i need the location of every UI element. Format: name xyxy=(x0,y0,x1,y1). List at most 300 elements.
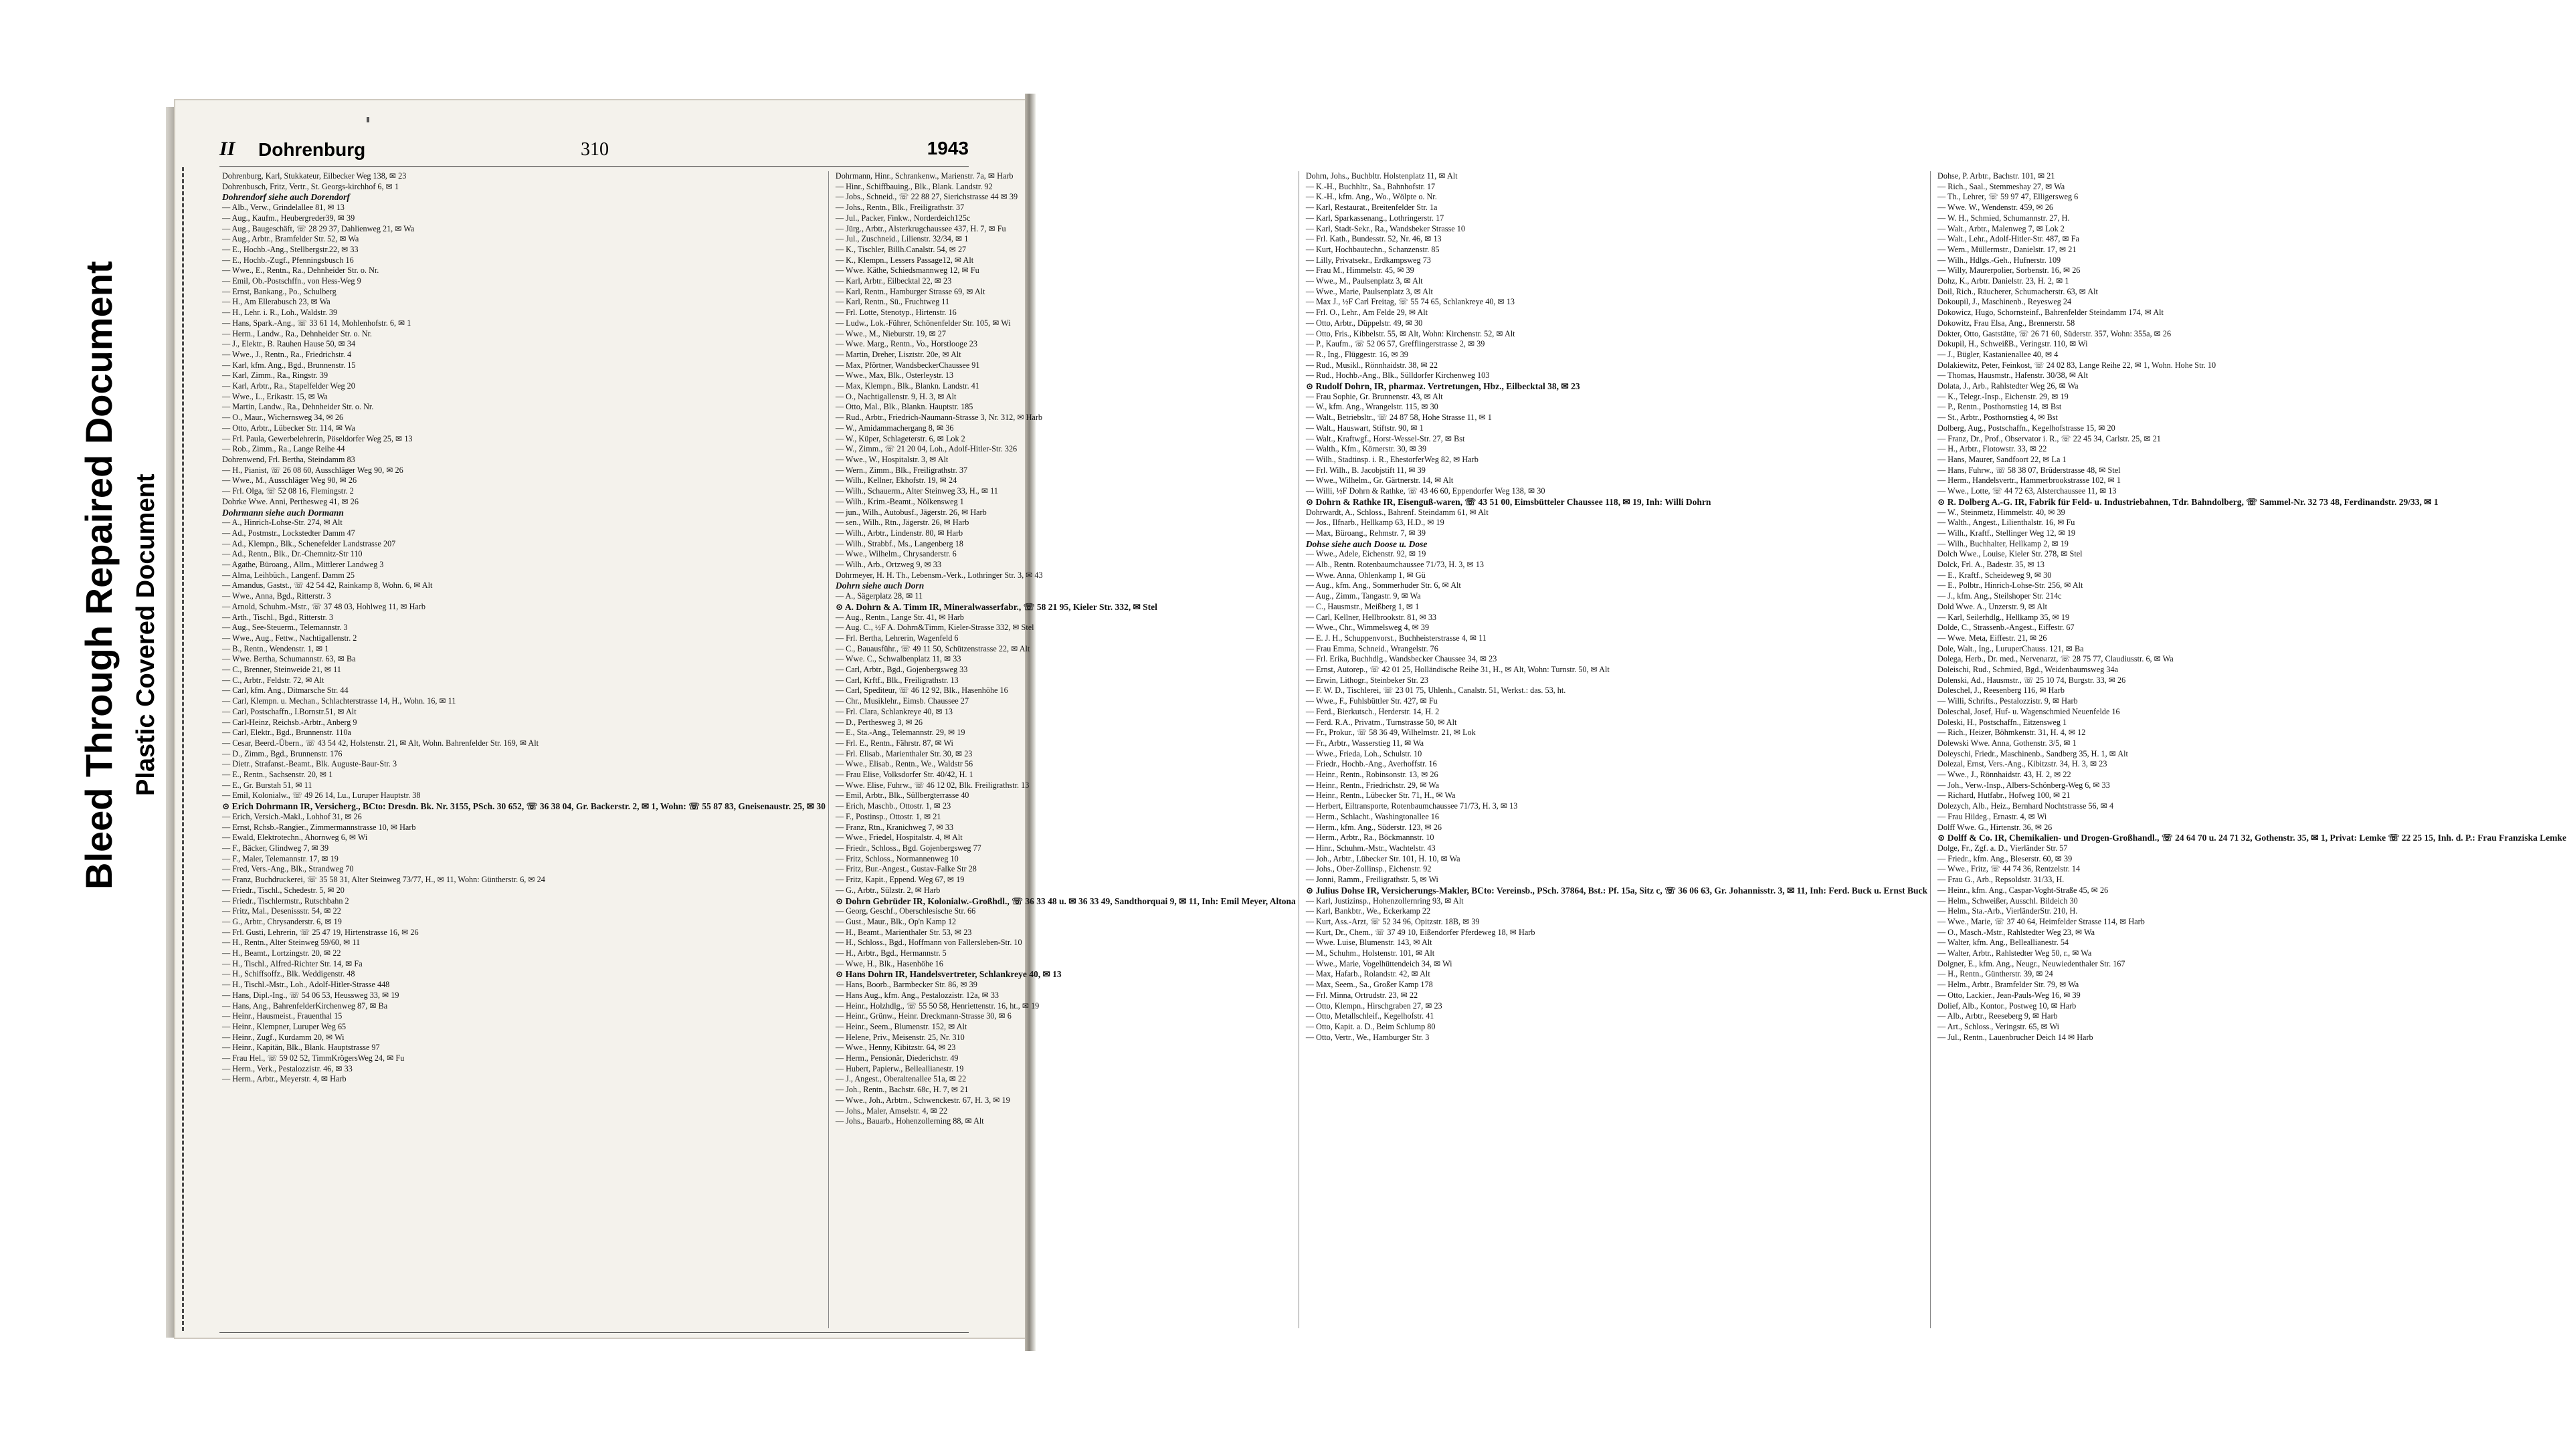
directory-entry: — Friedr., Tischlermstr., Rutschbahn 2 xyxy=(222,896,349,906)
directory-entry: — Emil, Ob.-Postschffn., von Hess-Weg 9 xyxy=(222,276,361,286)
directory-entry: ⊙ Julius Dohse IR, Versicherungs-Makler, BCto: Vereinsb., PSch. 37864, Bst.: Pf. 15a, Sitz c, ☏ 36 06 63, Gr. Johannisstr. 3, ✉ 11, Inh: Ferd. Buck u. Ernst Buck xyxy=(1305,885,1928,896)
directory-entry: — St., Arbtr., Posthornstieg 4, ✉ Bst xyxy=(1937,413,2058,423)
directory-entry: — Jul., Zuschneid., Lilienstr. 32/34, ✉ 1 xyxy=(835,234,969,244)
directory-entry: Doleschal, Josef, Huf- u. Wagenschmied Neuenfelde 16 xyxy=(1937,706,2120,716)
directory-entry: — Wwe., Fritz, ☏ 44 74 36, Rentzelstr. 14 xyxy=(1937,864,2081,874)
directory-entry: — Willi, ½F Dohrn & Rathke, ☏ 43 46 60, Eppendorfer Weg 138, ✉ 30 xyxy=(1305,486,1545,496)
directory-entry: — R., Ing., Flüggestr. 16, ✉ 39 xyxy=(1305,349,1408,359)
directory-entry: — Willy, Maurerpolier, Sorbenstr. 16, ✉ 26 xyxy=(1937,266,2081,276)
column-3 xyxy=(1303,171,1931,1328)
directory-entry: — Alb., Verw., Grindelallee 81, ✉ 13 xyxy=(222,203,345,213)
directory-entry: ⊙ Erich Dohrmann IR, Versicherg., BCto: Dresdn. Bk. Nr. 3155, PSch. 30 652, ☏ 36 38 04, Gr. Backerstr. 2, ✉ 1, Wohn: ☏ 55 87 83, Gneisenaustr. 25, ✉ 30 xyxy=(222,801,826,812)
directory-entry: — H., Arbtr., Flotowstr. 33, ✉ 22 xyxy=(1937,444,2047,454)
directory-entry: — Wwe., M., Paulsenplatz 3, ✉ Alt xyxy=(1305,276,1423,286)
directory-entry: — Ernst, Rchsb.-Rangier., Zimmermannstrasse 10, ✉ Harb xyxy=(222,822,416,832)
directory-entry: — Frl. Olga, ☏ 52 08 16, Flemingstr. 2 xyxy=(222,486,354,496)
directory-entry: — Wwe., Joh., Arbtrn., Schwenckestr. 67, H. 3, ✉ 19 xyxy=(835,1095,1010,1105)
directory-entry: — Frau Hel., ☏ 59 02 52, TimmKrögersWeg 24, ✉ Fu xyxy=(222,1053,405,1063)
directory-entry: ⊙ Dolff & Co. IR, Chemikalien- und Drogen-Großhandl., ☏ 24 64 70 u. 24 71 32, Gothenstr. 35, ✉ 1, Privat: Lemke ☏ 22 25 15, Inh. d. P.: Frau Franziska Lemke xyxy=(1937,833,2566,843)
directory-entry: — Max, Büroang., Rehmstr. 7, ✉ 39 xyxy=(1305,528,1426,538)
directory-entry: — Wwe. C., Schwalbenplatz 11, ✉ 33 xyxy=(835,654,961,664)
directory-entry: — Jul., Rentn., Lauenbrucher Deich 14 ✉ Harb xyxy=(1937,1032,2093,1042)
directory-entry: — Franz, Dr., Prof., Observator i. R., ☏ 22 45 34, Carlstr. 25, ✉ 21 xyxy=(1937,433,2161,443)
directory-entry: — Walt., Arbtr., Malenweg 7, ✉ Lok 2 xyxy=(1937,223,2065,233)
directory-entry: Doleschel, J., Reesenberg 116, ✉ Harb xyxy=(1937,686,2065,696)
directory-entry: Dokowitz, Frau Elsa, Ang., Brennerstr. 58 xyxy=(1937,318,2075,328)
column-1 xyxy=(219,171,829,1328)
directory-entry: — Walt., Kraftwgf., Horst-Wessel-Str. 27, ✉ Bst xyxy=(1305,433,1465,443)
directory-entry: — Wilh., Buchhalter, Hellkamp 2, ✉ 19 xyxy=(1937,538,2069,548)
directory-entry: — Friedr., Schloss., Bgd. Gojenbergsweg 77 xyxy=(835,843,981,853)
directory-entry: — jun., Wilh., Autobusf., Jägerstr. 26, ✉ Harb xyxy=(835,507,987,517)
directory-entry: — Wwe., Marie, Vogelhüttendeich 34, ✉ Wi xyxy=(1305,958,1452,968)
directory-entry: — H., Arbtr., Bgd., Hermannstr. 5 xyxy=(835,948,947,958)
directory-entry: — Wwe., Marie, ☏ 37 40 64, Heimfelder Strasse 114, ✉ Harb xyxy=(1937,916,2145,926)
directory-entry: — Aug., Zimm., Tangastr. 9, ✉ Wa xyxy=(1305,591,1421,601)
directory-entry: — Otto, Lackier., Jean-Pauls-Weg 16, ✉ 39 xyxy=(1937,990,2081,1000)
directory-entry: — Th., Lehrer, ☏ 59 97 47, Elligersweg 6 xyxy=(1937,192,2079,202)
directory-entry: — Franz, Rtn., Kranichweg 7, ✉ 33 xyxy=(835,822,953,832)
column-2 xyxy=(833,171,1299,1328)
directory-entry: — Rich., Heizer, Böhmkenstr. 31, H. 4, ✉ 12 xyxy=(1937,728,2086,738)
directory-entry: Dolakiewitz, Peter, Feinkost, ☏ 24 02 83, Lange Reihe 22, ✉ 1, Wohn. Hohe Str. 10 xyxy=(1937,360,2216,370)
directory-entry: — C., Hausmstr., Meißberg 1, ✉ 1 xyxy=(1305,601,1420,611)
footer-rule xyxy=(219,1332,969,1333)
directory-entry: — Otto, Arbtr., Düppelstr. 49, ✉ 30 xyxy=(1305,318,1423,328)
directory-entry: — Friedr., Tischl., Schedestr. 5, ✉ 20 xyxy=(222,885,345,895)
directory-entry: ⊙ Dohrn & Rathke IR, Eisenguß-waren, ☏ 43 51 00, Eimsbütteler Chaussee 118, ✉ 19, Inh: Willi Dohrn xyxy=(1305,496,1711,507)
directory-entry: — Frl. Wilh., B. Jacobjstift 11, ✉ 39 xyxy=(1305,465,1426,475)
directory-entry: — Max, Hafarb., Rolandstr. 42, ✉ Alt xyxy=(1305,969,1430,979)
directory-entry: — Max, Seem., Sa., Großer Kamp 178 xyxy=(1305,980,1433,990)
directory-entry: — Kurt, Ass.-Arzt, ☏ 52 34 96, Opitzstr. 18B, ✉ 39 xyxy=(1305,916,1480,926)
directory-entry: — Karl, Restaurat., Breitenfelder Str. 1a xyxy=(1305,203,1438,213)
directory-entry: Dolberg, Aug., Postschaffn., Kegelhofstrasse 15, ✉ 20 xyxy=(1937,423,2115,433)
directory-entry: — Wwe., J., Rönnhaidstr. 43, H. 2, ✉ 22 xyxy=(1937,770,2071,780)
directory-entry: — H., Schiffsoffz., Blk. Weddigenstr. 48 xyxy=(222,969,355,979)
directory-entry: — Helene, Priv., Meisenstr. 25, Nr. 310 xyxy=(835,1032,965,1042)
directory-entry: — Karl, Bankbtr., We., Eckerkamp 22 xyxy=(1305,906,1431,916)
directory-entry: — Ad., Rentn., Blk., Dr.-Chemnitz-Str 110 xyxy=(222,549,363,559)
directory-entry: — Wwe., Max, Blk., Osterleystr. 13 xyxy=(835,371,954,381)
directory-entry: — H., Pianist, ☏ 26 08 60, Ausschläger Weg 90, ✉ 26 xyxy=(222,465,403,475)
directory-entry: — P., Rentn., Posthornstieg 14, ✉ Bst xyxy=(1937,402,2062,412)
directory-entry: — Herm., Verk., Pestalozzistr. 46, ✉ 33 xyxy=(222,1063,353,1073)
directory-entry: — Dietr., Strafanst.-Beamt., Blk. Auguste-Baur-Str. 3 xyxy=(222,759,397,769)
directory-entry: — K., Telegr.-Insp., Eichenstr. 29, ✉ 19 xyxy=(1937,391,2069,401)
directory-entry: — Aug., See-Steuerm., Telemannstr. 3 xyxy=(222,623,348,633)
directory-entry: — E., Gr. Burstah 51, ✉ 11 xyxy=(222,780,312,790)
directory-entry: — W., Küper, Schlageterstr. 6, ✉ Lok 2 xyxy=(835,433,965,443)
directory-entry: — Wilh., Hdlgs.-Geh., Hufnerstr. 109 xyxy=(1937,255,2061,265)
directory-entry: — Carl, Kellner, Hellbrookstr. 81, ✉ 33 xyxy=(1305,612,1437,622)
directory-entry: — C., Brenner, Steinweide 21, ✉ 11 xyxy=(222,665,341,675)
directory-entry: — Walth., Angest., Lilienthalstr. 16, ✉ Fu xyxy=(1937,518,2075,528)
directory-entry: Dolenski, Ad., Hausmstr., ☏ 25 10 74, Burgstr. 33, ✉ 26 xyxy=(1937,675,2126,685)
directory-entry: Dolch Wwe., Louise, Kieler Str. 278, ✉ Stel xyxy=(1937,549,2083,559)
directory-entry: — Martin, Dreher, Lisztstr. 20e, ✉ Alt xyxy=(835,349,961,359)
directory-entry: — H., Beamt., Marienthaler Str. 53, ✉ 23 xyxy=(835,927,972,937)
directory-entry: — Heinr., Kapitän, Blk., Blank. Hauptstrasse 97 xyxy=(222,1043,380,1053)
directory-entry: — Wwe. Meta, Eiffestr. 21, ✉ 26 xyxy=(1937,633,2047,643)
directory-entry: — Wwe., Aug., Fettw., Nachtigallenstr. 2 xyxy=(222,633,357,643)
directory-entry: — Agathe, Büroang., Allm., Mittlerer Landweg 3 xyxy=(222,560,384,570)
directory-entry: — Fritz, Mal., Desenissstr. 54, ✉ 22 xyxy=(222,906,341,916)
directory-entry: — Heinr., Hausmeist., Frauenthal 15 xyxy=(222,1011,343,1021)
directory-entry: — Frl. Erika, Buchhdlg., Wandsbecker Chaussee 34, ✉ 23 xyxy=(1305,654,1497,664)
directory-entry: — Friedr., kfm. Ang., Bleserstr. 60, ✉ 39 xyxy=(1937,853,2073,863)
directory-entry: — Hans, Dipl.-Ing., ☏ 54 06 53, Heussweg 33, ✉ 19 xyxy=(222,990,399,1000)
directory-entry: — Hans Aug., kfm. Ang., Pestalozzistr. 12a, ✉ 33 xyxy=(835,990,1000,1000)
directory-entry: — K.-H., Buchhltr., Sa., Bahnhofstr. 17 xyxy=(1305,181,1436,191)
directory-entry: — Ferd., Bierkutsch., Herderstr. 14, H. 2 xyxy=(1305,706,1440,716)
directory-entry: — Wwe., Lotte, ☏ 44 72 63, Alsterchaussee 11, ✉ 13 xyxy=(1937,486,2117,496)
directory-entry: — Frl. Lotte, Stenotyp., Hirtenstr. 16 xyxy=(835,308,957,318)
directory-entry: Doleyschi, Friedr., Maschinenb., Sandberg 35, H. 1, ✉ Alt xyxy=(1937,748,2128,758)
directory-entry: — Karl, Rentn., Hamburger Strasse 69, ✉ Alt xyxy=(835,286,985,296)
directory-entry: — Frau Sophie, Gr. Brunnenstr. 43, ✉ Alt xyxy=(1305,391,1443,401)
directory-entry: — Wwe., M., Ausschläger Weg 90, ✉ 26 xyxy=(222,476,357,486)
directory-entry: Dolega, Herb., Dr. med., Nervenarzt, ☏ 28 75 77, Claudiusstr. 6, ✉ Wa xyxy=(1937,654,2174,664)
directory-entry: — Max, Pförtner, WandsbeckerChaussee 91 xyxy=(835,360,980,370)
directory-entry: — D., Zimm., Bgd., Brunnenstr. 176 xyxy=(222,748,343,758)
directory-entry: — F., Maler, Telemannstr. 17, ✉ 19 xyxy=(222,853,339,863)
directory-entry: — H., Lehr. i. R., Loh., Waldstr. 39 xyxy=(222,308,338,318)
directory-entry: — Wwe., Adele, Eichenstr. 92, ✉ 19 xyxy=(1305,549,1426,559)
directory-entry: — Frl. Clara, Schlankreye 40, ✉ 13 xyxy=(835,706,953,716)
directory-entry: — Willi, Schrifts., Pestalozzistr. 9, ✉ Harb xyxy=(1937,696,2078,706)
directory-entry: — E., Polbtr., Hinrich-Lohse-Str. 256, ✉ Alt xyxy=(1937,581,2083,591)
directory-entry: — Gust., Maur., Blk., Op'n Kamp 12 xyxy=(835,916,957,926)
directory-entry: — Fr., Prokur., ☏ 58 36 49, Wilhelmstr. 21, ✉ Lok xyxy=(1305,728,1476,738)
directory-entry: — Jul., Packer, Finkw., Norderdeich125c xyxy=(835,213,971,223)
directory-entry: — Herm., Arbtr., Ra., Böckmannstr. 10 xyxy=(1305,833,1434,843)
directory-entry: — Wilh., Kellner, Ekhofstr. 19, ✉ 24 xyxy=(835,476,957,486)
directory-entry: — Ernst, Bankang., Po., Schulberg xyxy=(222,286,337,296)
directory-entry: — Hans, Fuhrw., ☏ 58 38 07, Brüderstrasse 48, ✉ Stel xyxy=(1937,465,2121,475)
directory-entry: — Fritz, Kapit., Eppend. Weg 67, ✉ 19 xyxy=(835,875,965,885)
directory-entry: — Herm., Handelsvertr., Hammerbrookstrasse 102, ✉ 1 xyxy=(1937,476,2121,486)
directory-entry: — Aug., Rentn., Lange Str. 41, ✉ Harb xyxy=(835,612,964,622)
directory-entry: — Arth., Tischl., Bgd., Ritterstr. 3 xyxy=(222,612,333,622)
directory-entry: — H., Rentn., Güntherstr. 39, ✉ 24 xyxy=(1937,969,2053,979)
directory-entry: — Aug., kfm. Ang., Sommerhuder Str. 6, ✉ Alt xyxy=(1305,581,1461,591)
directory-entry: — P., Kaufm., ☏ 52 06 57, Grefflingerstrasse 2, ✉ 39 xyxy=(1305,339,1485,349)
directory-entry: — Martin, Landw., Ra., Dehnheider Str. o. Nr. xyxy=(222,402,374,412)
directory-entry: — Fritz, Bur.-Angest., Gustav-Falke Str 28 xyxy=(835,864,977,874)
directory-entry: — Walter, Arbtr., Rahlstedter Weg 50, r., ✉ Wa xyxy=(1937,948,2092,958)
directory-entry: — C., Bauausführ., ☏ 49 11 50, Schützenstrasse 22, ✉ Alt xyxy=(835,643,1030,653)
directory-entry: — H., Schloss., Bgd., Hoffmann von Fallersleben-Str. 10 xyxy=(835,938,1022,948)
directory-entry: — W., Amidammachergang 8, ✉ 36 xyxy=(835,423,954,433)
bleed-through-label: Bleed Through Repaired Document xyxy=(78,261,120,890)
directory-entry: ⊙ Rudolf Dohrn, IR, pharmaz. Vertretungen, Hbz., Eilbecktal 38, ✉ 23 xyxy=(1305,381,1580,392)
directory-entry: — Cesar, Beerd.-Übern., ☏ 43 54 42, Holstenstr. 21, ✉ Alt, Wohn. Bahrenfelder Str. 169, ✉ Alt xyxy=(222,738,539,748)
directory-entry: — Alb., Arbtr., Reeseberg 9, ✉ Harb xyxy=(1937,1011,2058,1021)
directory-entry: — Karl, Arbtr., Eilbecktal 22, ✉ 23 xyxy=(835,276,952,286)
directory-entry: — Otto, Arbtr., Lübecker Str. 114, ✉ Wa xyxy=(222,423,355,433)
directory-entry: — Jonni, Ramm., Freiligrathstr. 5, ✉ Wi xyxy=(1305,875,1438,885)
directory-entry: — M., Schuhm., Holstenstr. 101, ✉ Alt xyxy=(1305,948,1435,958)
directory-entry: Dohse, P. Arbtr., Bachstr. 101, ✉ 21 xyxy=(1937,171,2055,181)
directory-entry: — Heinr., Rentn., Robinsonstr. 13, ✉ 26 xyxy=(1305,770,1438,780)
directory-entry: — Carl-Heinz, Reichsb.-Arbtr., Anberg 9 xyxy=(222,717,357,727)
directory-entry: Dohrke Wwe. Anni, Perthesweg 41, ✉ 26 xyxy=(222,496,359,506)
directory-entry: — Otto, Metallschleif., Kegelhofstr. 41 xyxy=(1305,1011,1434,1021)
directory-entry: Dohrn siehe auch Dorn xyxy=(835,581,925,591)
directory-entry: — Karl, Rentn., Sü., Fruchtweg 11 xyxy=(835,297,950,307)
directory-entry: — W., Steinmetz, Himmelstr. 40, ✉ 39 xyxy=(1937,507,2065,517)
directory-entry: Dolata, J., Arb., Rahlstedter Weg 26, ✉ Wa xyxy=(1937,381,2079,391)
directory-entry: — Hans, Maurer, Sandfoort 22, ✉ La 1 xyxy=(1937,454,2067,464)
page-edge-left xyxy=(166,107,175,1338)
directory-entry: Dolde, C., Strassenb.-Angest., Eiffestr. 67 xyxy=(1937,623,2075,633)
directory-entry: — Thomas, Hausmstr., Hafenstr. 30/38, ✉ Alt xyxy=(1937,371,2088,381)
directory-entry: — Karl, Justizinsp., Hohenzollernring 93, ✉ Alt xyxy=(1305,896,1464,906)
directory-entry: — Wwe. Luise, Blumenstr. 143, ✉ Alt xyxy=(1305,938,1432,948)
directory-entry: — Alma, Leihbüch., Langenf. Damm 25 xyxy=(222,570,355,580)
directory-entry: — Wern., Müllermstr., Danielstr. 17, ✉ 21 xyxy=(1937,244,2077,254)
directory-entry: — G., Arbtr., Sülzstr. 2, ✉ Harb xyxy=(835,885,941,895)
directory-entry: — H., Rentn., Alter Steinweg 59/60, ✉ 11 xyxy=(222,938,361,948)
directory-entry: — Aug., Kaufm., Heubergreder39, ✉ 39 xyxy=(222,213,355,223)
directory-entry: — Frau Emma, Schneid., Wrangelstr. 76 xyxy=(1305,643,1438,653)
directory-entry: Dohz, K., Arbtr. Danielstr. 23, H. 2, ✉ 1 xyxy=(1937,276,2069,286)
directory-entry: — H., Am Ellerabusch 23, ✉ Wa xyxy=(222,297,330,307)
directory-entry: — Carl, Elektr., Bgd., Brunnenstr. 110a xyxy=(222,728,351,738)
directory-entry: — O., Nachtigallenstr. 9, H. 3, ✉ Alt xyxy=(835,391,957,401)
directory-entry: Dohrwardt, A., Schloss., Bahrenf. Steindamm 61, ✉ Alt xyxy=(1305,507,1489,517)
directory-entry: — Ernst, Autorep., ☏ 42 01 25, Holländische Reihe 31, H., ✉ Alt, Wohn: Turnstr. 50, ✉ Alt xyxy=(1305,665,1610,675)
directory-entry: — Wwe., F., Fuhlsbüttler Str. 427, ✉ Fu xyxy=(1305,696,1438,706)
directory-entry: — Rud., Musikl., Rönnhaidstr. 38, ✉ 22 xyxy=(1305,360,1438,370)
directory-entry: — K., Tischler, Billh.Canalstr. 54, ✉ 27 xyxy=(835,244,967,254)
running-title: Dohrenburg xyxy=(258,139,366,160)
directory-entry: — Georg, Geschf., Oberschlesische Str. 66 xyxy=(835,906,976,916)
directory-entry: — Karl, Sparkassenang., Lothringerstr. 17 xyxy=(1305,213,1444,223)
directory-entry: — Wwe., Wilhelm., Gr. Gärtnerstr. 14, ✉ Alt xyxy=(1305,476,1454,486)
directory-entry: — Wwe., Elisab., Rentn., We., Waldstr 56 xyxy=(835,759,973,769)
directory-entry: — Frl. Kath., Bundesstr. 52, Nr. 46, ✉ 13 xyxy=(1305,234,1442,244)
directory-entry: — Erich, Maschb., Ottostr. 1, ✉ 23 xyxy=(835,801,951,811)
directory-entry: Dolezych, Alb., Heiz., Bernhard Nochtstrasse 56, ✉ 4 xyxy=(1937,801,2114,811)
directory-entry: — Wwe., Anna, Bgd., Ritterstr. 3 xyxy=(222,591,331,601)
directory-entry: — Johs., Bauarb., Hohenzollerning 88, ✉ Alt xyxy=(835,1116,984,1126)
directory-entry: Dohrenbusch, Fritz, Vertr., St. Georgs-kirchhof 6, ✉ 1 xyxy=(222,181,399,191)
directory-entry: — Aug. C., ½F A. Dohrn&Timm, Kieler-Strasse 332, ✉ Stel xyxy=(835,623,1034,633)
directory-entry: — Karl, Zimm., Ra., Ringstr. 39 xyxy=(222,371,328,381)
directory-entry: — Wwe. Elise, Fuhrw., ☏ 46 12 02, Blk. Freiligrathstr. 13 xyxy=(835,780,1030,790)
page-header xyxy=(219,134,969,167)
directory-entry: — E., Sta.-Ang., Telemannstr. 29, ✉ 19 xyxy=(835,728,965,738)
directory-entry: — Heinr., Klempner, Luruper Weg 65 xyxy=(222,1021,347,1031)
directory-entry: Dokoupil, J., Maschinenb., Reyesweg 24 xyxy=(1937,297,2072,307)
directory-entry: — Walt., Hauswart, Stiftstr. 90, ✉ 1 xyxy=(1305,423,1424,433)
directory-entry: — Carl, Spediteur, ☏ 46 12 92, Blk., Hasenhöhe 16 xyxy=(835,686,1008,696)
directory-entry: Dohrn, Johs., Buchbltr. Holstenplatz 11, ✉ Alt xyxy=(1305,171,1458,181)
directory-entry: — Frl. Bertha, Lehrerin, Wagenfeld 6 xyxy=(835,633,959,643)
directory-entry: — W. H., Schmied, Schumannstr. 27, H. xyxy=(1937,213,2070,223)
directory-entry: — Wilh., Arbtr., Lindenstr. 80, ✉ Harb xyxy=(835,528,963,538)
directory-entry: — J., kfm. Ang., Steilshoper Str. 214c xyxy=(1937,591,2062,601)
directory-entry: — Heinr., Zugf., Kurdamm 20, ✉ Wi xyxy=(222,1032,345,1042)
directory-entry: Dohrmann, Hinr., Schrankenw., Marienstr. 7a, ✉ Harb xyxy=(835,171,1014,181)
directory-entry: — Joh., Rentn., Bachstr. 68c, H. 7, ✉ 21 xyxy=(835,1085,969,1095)
directory-entry: Dokowicz, Hugo, Schornsteinf., Bahrenfelder Steindamm 174, ✉ Alt xyxy=(1937,308,2164,318)
directory-entry: Dolff Wwe. G., Hirtenstr. 36, ✉ 26 xyxy=(1937,822,2053,832)
directory-entry: — Kurt, Dr., Chem., ☏ 37 49 10, Eißendorfer Pferdeweg 18, ✉ Harb xyxy=(1305,927,1535,937)
directory-entry: — Jürg., Arbtr., Alsterkrugchaussee 437, H. 7, ✉ Fu xyxy=(835,223,1006,233)
directory-entry: Dokter, Otto, Gaststätte, ☏ 26 71 60, Süderstr. 357, Wohn: 355a, ✉ 26 xyxy=(1937,328,2172,338)
directory-entry: — Ad., Klempn., Blk., Schenefelder Landstrasse 207 xyxy=(222,538,396,548)
directory-entry: — Herm., Schlacht., Washingtonallee 16 xyxy=(1305,811,1439,821)
directory-entry: Doleski, H., Postschaffn., Eitzensweg 1 xyxy=(1937,717,2067,727)
directory-entry: — E., Hochb.-Ang., Stellbergstr.22, ✉ 33 xyxy=(222,244,359,254)
column-4 xyxy=(1935,171,2569,1328)
directory-entry: — Wwe., W., Hospitalstr. 3, ✉ Alt xyxy=(835,454,949,464)
directory-entry: — Johs., Maler, Amselstr. 4, ✉ 22 xyxy=(835,1106,948,1116)
directory-entry: — D., Perthesweg 3, ✉ 26 xyxy=(835,717,923,727)
directory-entry: — Erich, Versich.-Makl., Lohhof 31, ✉ 26 xyxy=(222,811,362,821)
directory-entry: — Art., Schloss., Veringstr. 65, ✉ Wi xyxy=(1937,1021,2059,1031)
directory-entry: — E., Hochb.-Zugf., Pfenningsbusch 16 xyxy=(222,255,354,265)
directory-entry: — Chr., Musiklehr., Eimsb. Chaussee 27 xyxy=(835,696,969,706)
directory-entry: — Frl. O., Lehr., Am Felde 29, ✉ Alt xyxy=(1305,308,1428,318)
directory-entry: — Heinr., Rentn., Lübecker Str. 71, H., ✉ Wa xyxy=(1305,791,1456,801)
directory-entry: — Hinr., Schuhm.-Mstr., Wachtelstr. 43 xyxy=(1305,843,1436,853)
directory-entry: — Ad., Postmstr., Lockstedter Damm 47 xyxy=(222,528,355,538)
directory-entry: — Walt., Betriebsltr., ☏ 24 87 58, Hohe Strasse 11, ✉ 1 xyxy=(1305,413,1492,423)
volume-label: II xyxy=(219,138,235,160)
directory-entry: — Wwe., M., Nieburstr. 19, ✉ 27 xyxy=(835,328,946,338)
directory-entry: — Frau G., Arb., Repsoldstr. 31/33, H. xyxy=(1937,875,2065,885)
directory-entry: — Wwe., Henny, Kibitzstr. 64, ✉ 23 xyxy=(835,1043,956,1053)
directory-entry: — Frl. E., Rentn., Fährstr. 87, ✉ Wi xyxy=(835,738,953,748)
directory-entry: — Ludw., Lok.-Führer, Schönenfelder Str. 105, ✉ Wi xyxy=(835,318,1011,328)
directory-entry: — Herm., Pensionär, Diederichstr. 49 xyxy=(835,1053,959,1063)
directory-entry: — Wwe., Friedel, Hospitalstr. 4, ✉ Alt xyxy=(835,833,963,843)
directory-entry: — Wilh., Stadtinsp. i. R., EhestorferWeg 82, ✉ Harb xyxy=(1305,454,1479,464)
directory-entry: — Wwe., E., Rentn., Ra., Dehnheider Str. o. Nr. xyxy=(222,266,379,276)
directory-entry: — Helm., Schweißer, Ausschl. Bildeich 30 xyxy=(1937,896,2078,906)
directory-entry: — Wwe., Frieda, Loh., Schulstr. 10 xyxy=(1305,748,1422,758)
directory-entry: — Hinr., Schiffbauing., Blk., Blank. Landstr. 92 xyxy=(835,181,993,191)
directory-entry: — Otto, Fris., Kibbelstr. 55, ✉ Alt, Wohn: Kirchenstr. 52, ✉ Alt xyxy=(1305,328,1515,338)
directory-entry: — Carl, Krftf., Blk., Freiligrathstr. 13 xyxy=(835,675,959,685)
directory-entry: — O., Masch.-Mstr., Rahlstedter Weg 23, ✉ Wa xyxy=(1937,927,2095,937)
directory-entry: — Karl, Arbtr., Ra., Stapelfelder Weg 20 xyxy=(222,381,355,391)
directory-entry: — Wilh., Krim.-Beamt., Nölkensweg 1 xyxy=(835,496,964,506)
directory-entry: — Heinr., kfm. Ang., Caspar-Voght-Straße 45, ✉ 26 xyxy=(1937,885,2109,895)
directory-entry: Dohrenwend, Frl. Bertha, Steindamm 83 xyxy=(222,454,355,464)
directory-entry: — Rud., Arbtr., Friedrich-Naumann-Strasse 3, Nr. 312, ✉ Harb xyxy=(835,413,1042,423)
directory-entry: — Frl. Paula, Gewerbelehrerin, Pöseldorfer Weg 25, ✉ 13 xyxy=(222,433,413,443)
directory-entry: Dohrenburg, Karl, Stukkateur, Eilbecker Weg 138, ✉ 23 xyxy=(222,171,407,181)
directory-entry: — Wilh., Arb., Ortzweg 9, ✉ 33 xyxy=(835,560,941,570)
directory-entry: — J., Bügler, Kastanienallee 40, ✉ 4 xyxy=(1937,349,2059,359)
directory-entry: ⊙ R. Dolberg A.-G. IR, Fabrik für Feld- u. Industriebahnen, Tdr. Bahndolberg, ☏ Sammel-Nr. 32 73 48, Ferdinandstr. 29/33, ✉ 1 xyxy=(1937,496,2439,507)
directory-entry: — Frau Hildeg., Ernastr. 4, ✉ Wi xyxy=(1937,811,2047,821)
directory-entry: — Hubert, Papierw., Belleallianestr. 19 xyxy=(835,1063,964,1073)
year-label: 1943 xyxy=(927,138,969,159)
directory-entry: — Walth., Kfm., Körnerstr. 30, ✉ 39 xyxy=(1305,444,1427,454)
directory-entry: — Hans, Ang., BahrenfelderKirchenweg 87, ✉ Ba xyxy=(222,1001,388,1011)
directory-entry: — Wilh., Strabbf., Ms., Langenberg 18 xyxy=(835,538,963,548)
directory-entry: — Hans, Boorb., Barmbecker Str. 86, ✉ 39 xyxy=(835,980,977,990)
directory-entry: ⊙ Dohrn Gebrüder IR, Kolonialw.-Großhdl., ☏ 36 33 48 u. ✉ 36 33 49, Sandthorquai 9, ✉ 11, Inh: Emil Meyer, Altona xyxy=(835,896,1296,906)
directory-entry: — Alb., Rentn. Rotenbaumchaussee 71/73, H. 3, ✉ 13 xyxy=(1305,560,1484,570)
directory-entry: — Frau Elise, Volksdorfer Str. 40/42, H. 1 xyxy=(835,770,973,780)
directory-entry: — Wwe. Bertha, Schumannstr. 63, ✉ Ba xyxy=(222,654,356,664)
directory-entry: — Johs., Ober-Zollinsp., Eichenstr. 92 xyxy=(1305,864,1432,874)
directory-entry: — Wwe. Anna, Ohlenkamp 1, ✉ Gü xyxy=(1305,570,1426,580)
directory-entry: — Herbert, Eiltransporte, Rotenbaumchaussee 71/73, H. 3, ✉ 13 xyxy=(1305,801,1518,811)
directory-entry: — Fr., Arbtr., Wasserstieg 11, ✉ Wa xyxy=(1305,738,1424,748)
directory-entry: — Karl, Seilerhdlg., Hellkamp 35, ✉ 19 xyxy=(1937,612,2070,622)
directory-columns xyxy=(219,171,2566,1328)
directory-entry: — W., Zimm., ☏ 21 20 04, Loh., Adolf-Hitler-Str. 326 xyxy=(835,444,1018,454)
plastic-covered-label: Plastic Covered Document xyxy=(132,474,160,796)
directory-entry: — Wilh., Schauerm., Alter Steinweg 33, H., ✉ 11 xyxy=(835,486,998,496)
directory-entry: — H., Beamt., Lortzingstr. 20, ✉ 22 xyxy=(222,948,341,958)
directory-entry: — Hans, Spark.-Ang., ☏ 33 61 14, Mohlenhofstr. 6, ✉ 1 xyxy=(222,318,411,328)
directory-entry: Dolck, Frl. A., Badestr. 35, ✉ 13 xyxy=(1937,560,2044,570)
page-number: 310 xyxy=(581,139,609,160)
directory-entry: — Carl, kfm. Ang., Ditmarsche Str. 44 xyxy=(222,686,349,696)
directory-entry: Dold Wwe. A., Unzerstr. 9, ✉ Alt xyxy=(1937,601,2048,611)
directory-entry: ⊙ A. Dohrn & A. Timm IR, Mineralwasserfabr., ☏ 58 21 95, Kieler Str. 332, ✉ Stel xyxy=(835,601,1157,612)
directory-entry: — Wwe., L., Erikastr. 15, ✉ Wa xyxy=(222,391,328,401)
directory-entry: ⊙ Hans Dohrn IR, Handelsvertreter, Schlankreye 40, ✉ 13 xyxy=(835,969,1062,980)
directory-entry: — Aug., Baugeschäft, ☏ 28 29 37, Dahlienweg 21, ✉ Wa xyxy=(222,223,415,233)
directory-entry: — Wwe. W., Wendenstr. 459, ✉ 26 xyxy=(1937,203,2054,213)
directory-entry: — Carl, Klempn. u. Mechan., Schlachterstrasse 14, H., Wohn. 16, ✉ 11 xyxy=(222,696,456,706)
directory-entry: — Wwe., Marie, Paulsenplatz 3, ✉ Alt xyxy=(1305,286,1433,296)
directory-entry: Dolgner, E., kfm. Ang., Neugr., Neuwiedenthaler Str. 167 xyxy=(1937,958,2125,968)
directory-entry: — Herm., Landw., Ra., Dehnheider Str. o. Nr. xyxy=(222,328,372,338)
directory-entry: — sen., Wilh., Rtn., Jägerstr. 26, ✉ Harb xyxy=(835,518,969,528)
directory-entry: — Ferd. R.A., Privatm., Turnstrasse 50, ✉ Alt xyxy=(1305,717,1457,727)
directory-entry: — Erwin, Lithogr., Steinbeker Str. 23 xyxy=(1305,675,1428,685)
directory-entry: — Fritz, Schloss., Normannenweg 10 xyxy=(835,853,959,863)
directory-entry: — Emil, Kolonialw., ☏ 49 26 14, Lu., Luruper Hauptstr. 38 xyxy=(222,791,421,801)
directory-entry: — Friedr., Hochb.-Ang., Averhoffstr. 16 xyxy=(1305,759,1437,769)
directory-entry: — Frl. Elisab., Marienthaler Str. 30, ✉ 23 xyxy=(835,748,973,758)
directory-entry: — E., Rentn., Sachsenstr. 20, ✉ 1 xyxy=(222,770,333,780)
directory-entry: — Walter, kfm. Ang., Belleallianestr. 54 xyxy=(1937,938,2069,948)
directory-entry: — Kurt, Hochbautechn., Schanzenstr. 85 xyxy=(1305,244,1440,254)
directory-entry: — Wwe., J., Rentn., Ra., Friedrichstr. 4 xyxy=(222,349,352,359)
directory-entry: Dohse siehe auch Doose u. Dose xyxy=(1305,538,1428,549)
directory-entry: Dolezal, Ernst, Vers.-Ang., Kibitzstr. 34, H. 3, ✉ 23 xyxy=(1937,759,2107,769)
directory-entry: — Jobs., Schneid., ☏ 22 88 27, Sierichstrasse 44 ✉ 39 xyxy=(835,192,1018,202)
directory-entry: — C., Arbtr., Feldstr. 72, ✉ Alt xyxy=(222,675,324,685)
directory-entry: — Carl, Arbtr., Bgd., Gojenbergsweg 33 xyxy=(835,665,968,675)
directory-entry: — Frl. Minna, Ortrudstr. 23, ✉ 22 xyxy=(1305,990,1418,1000)
directory-entry: — Jos., Ilfnarb., Hellkamp 63, H.D., ✉ 19 xyxy=(1305,518,1444,528)
directory-entry: — Fred, Vers.-Ang., Blk., Strandweg 70 xyxy=(222,864,354,874)
dust-mark xyxy=(367,117,369,122)
directory-entry: — Aug., Arbtr., Bramfelder Str. 52, ✉ Wa xyxy=(222,234,359,244)
directory-entry: — Wwe., Chr., Wimmelsweg 4, ✉ 39 xyxy=(1305,623,1430,633)
directory-entry: — J., Angest., Oberaltenallee 51a, ✉ 22 xyxy=(835,1074,967,1084)
directory-entry: Dole, Walt., Ing., LuruperChauss. 121, ✉ Ba xyxy=(1937,643,2084,653)
directory-entry: — Arnold, Schuhm.-Mstr., ☏ 37 48 03, Hohlweg 11, ✉ Harb xyxy=(222,601,425,611)
side-labels xyxy=(77,221,171,890)
binding-dash-rule xyxy=(182,167,184,1331)
directory-entry: — Emil, Arbtr., Blk., Süllbergterrasse 40 xyxy=(835,791,969,801)
directory-entry: — Wwe. Marg., Rentn., Vo., Horstlooge 23 xyxy=(835,339,977,349)
